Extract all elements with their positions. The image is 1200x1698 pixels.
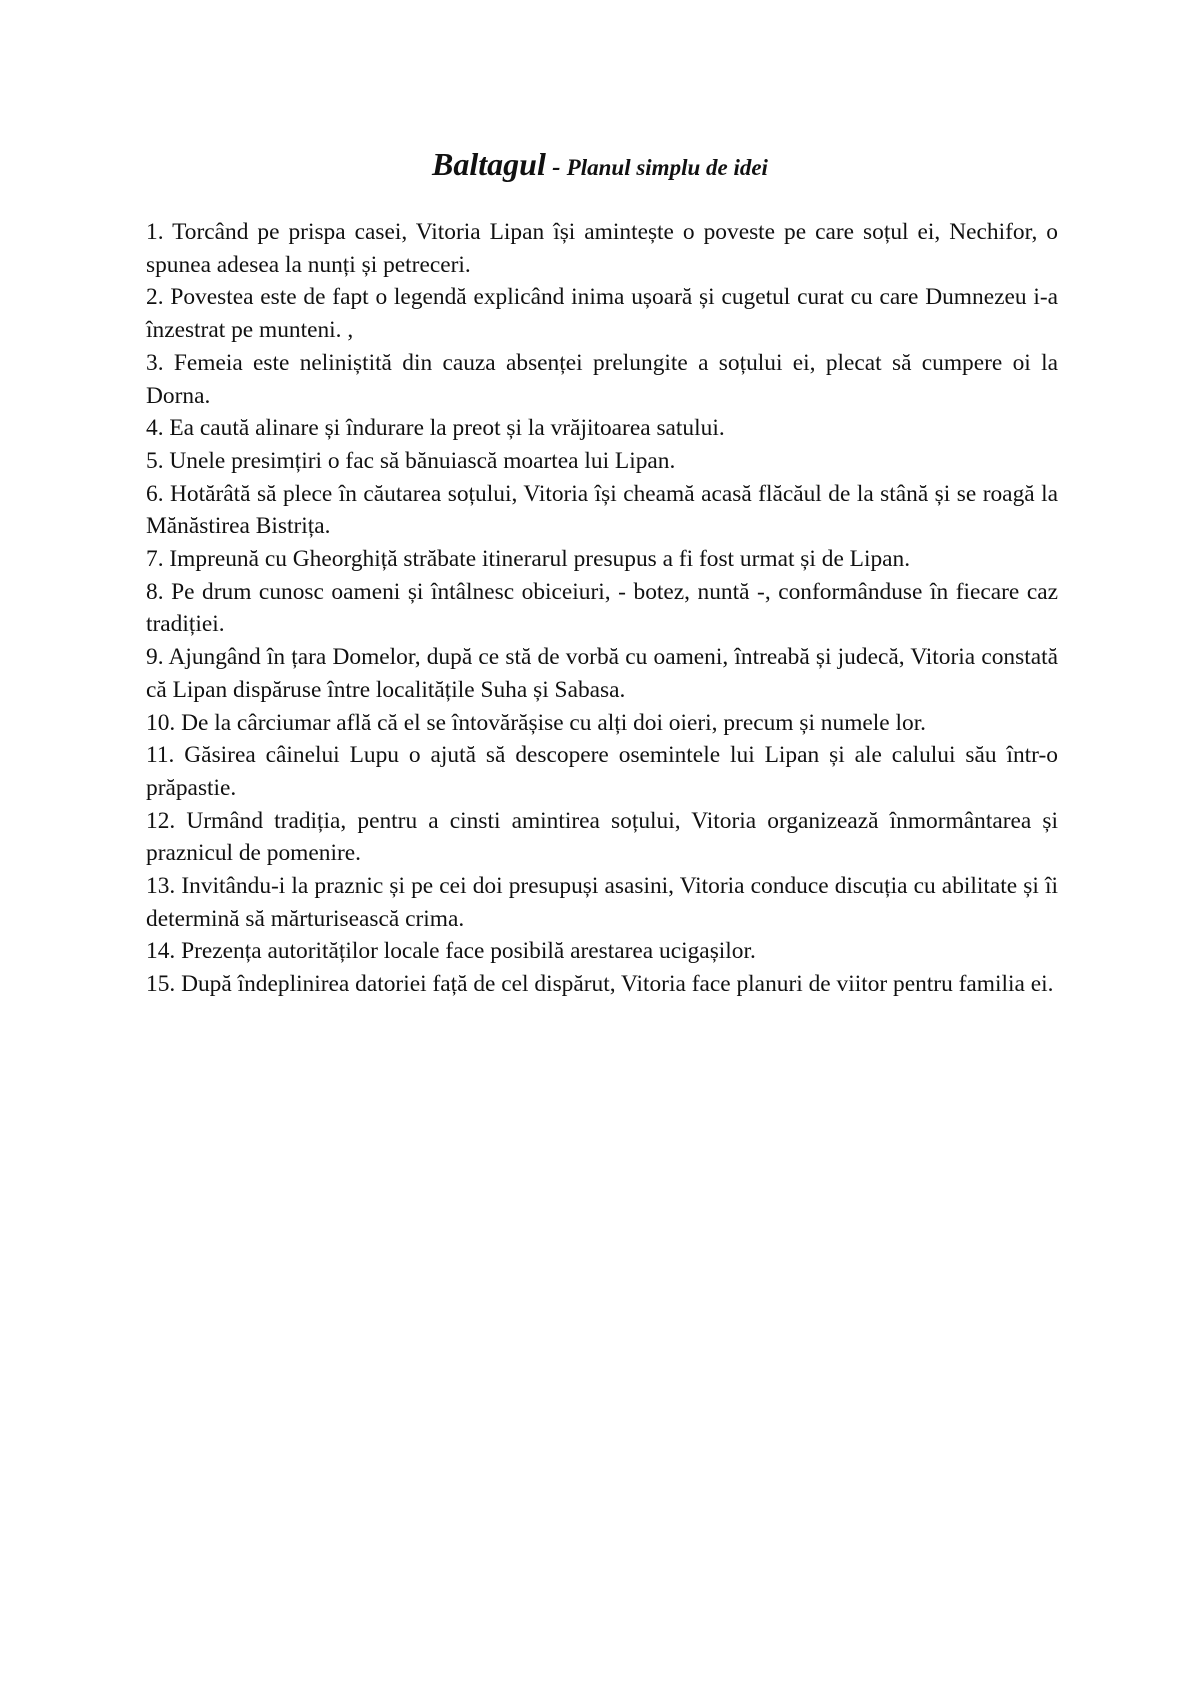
list-item: 7. Impreună cu Gheorghiță străbate itinerarul presupus a fi fost urmat și de Lipan. bbox=[146, 546, 911, 573]
title-main: Baltagul bbox=[432, 146, 546, 182]
list-item: 10. De la cârciumar află că el se întovărășise cu alți doi oieri, precum și numele lor. bbox=[146, 709, 927, 736]
list-item: 5. Unele presimțiri o fac să bănuiască moartea lui Lipan. bbox=[146, 447, 676, 474]
list-item: 13. Invitându-i la praznic și pe cei doi presupuși asasini, Vitoria conduce discuția cu abilitate și îi determină să mărturisească crima. bbox=[146, 873, 1058, 932]
list-item: 9. Ajungând în țara Domelor, după ce stă de vorbă cu oameni, întreabă și judecă, Vitoria constată că Lipan dispăruse între localitățile Suha și Sabasa. bbox=[146, 644, 1058, 703]
list-item: 4. Ea caută alinare și îndurare la preot și la vrăjitoarea satului. bbox=[146, 415, 725, 442]
list-item: 1. Torcând pe prispa casei, Vitoria Lipan își amintește o poveste pe care soțul ei, Nechifor, o spunea adesea la nunți și petreceri. bbox=[146, 219, 1058, 278]
list-item: 6. Hotărâtă să plece în căutarea soțului, Vitoria își cheamă acasă flăcăul de la stână și se roagă la Mănăstirea Bistrița. bbox=[146, 480, 1058, 540]
list-item: 3. Femeia este neliniștită din cauza absenței prelungite a soțului ei, plecat să cumpere oi la Dorna. bbox=[146, 349, 1058, 409]
list-item: 8. Pe drum cunosc oameni și întâlnesc obiceiuri, - botez, nuntă -, conformânduse în fiecare caz tradiției. bbox=[146, 578, 1058, 638]
list-item: 12. Urmând tradiția, pentru a cinsti amintirea soțului, Vitoria organizează înmormântarea și praznicul de pomenire. bbox=[146, 807, 1058, 867]
list-item: 15. După îndeplinirea datoriei față de cel dispărut, Vitoria face planuri de viitor pentru familia ei. bbox=[146, 971, 1054, 998]
idea-list bbox=[146, 216, 1058, 1001]
list-item: 11. Găsirea câinelui Lupu o ajută să descopere osemintele lui Lipan și ale calului său într-o prăpastie. bbox=[146, 742, 1058, 801]
document-title bbox=[0, 146, 1200, 189]
list-item: 2. Povestea este de fapt o legendă explicând inima ușoară și cugetul curat cu care Dumnezeu i-a înzestrat pe munteni. , bbox=[146, 284, 1058, 344]
title-separator: - bbox=[545, 154, 567, 181]
title-subtitle: Planul simplu de idei bbox=[566, 155, 768, 180]
list-item: 14. Prezența autorităților locale face posibilă arestarea ucigașilor. bbox=[146, 938, 756, 965]
